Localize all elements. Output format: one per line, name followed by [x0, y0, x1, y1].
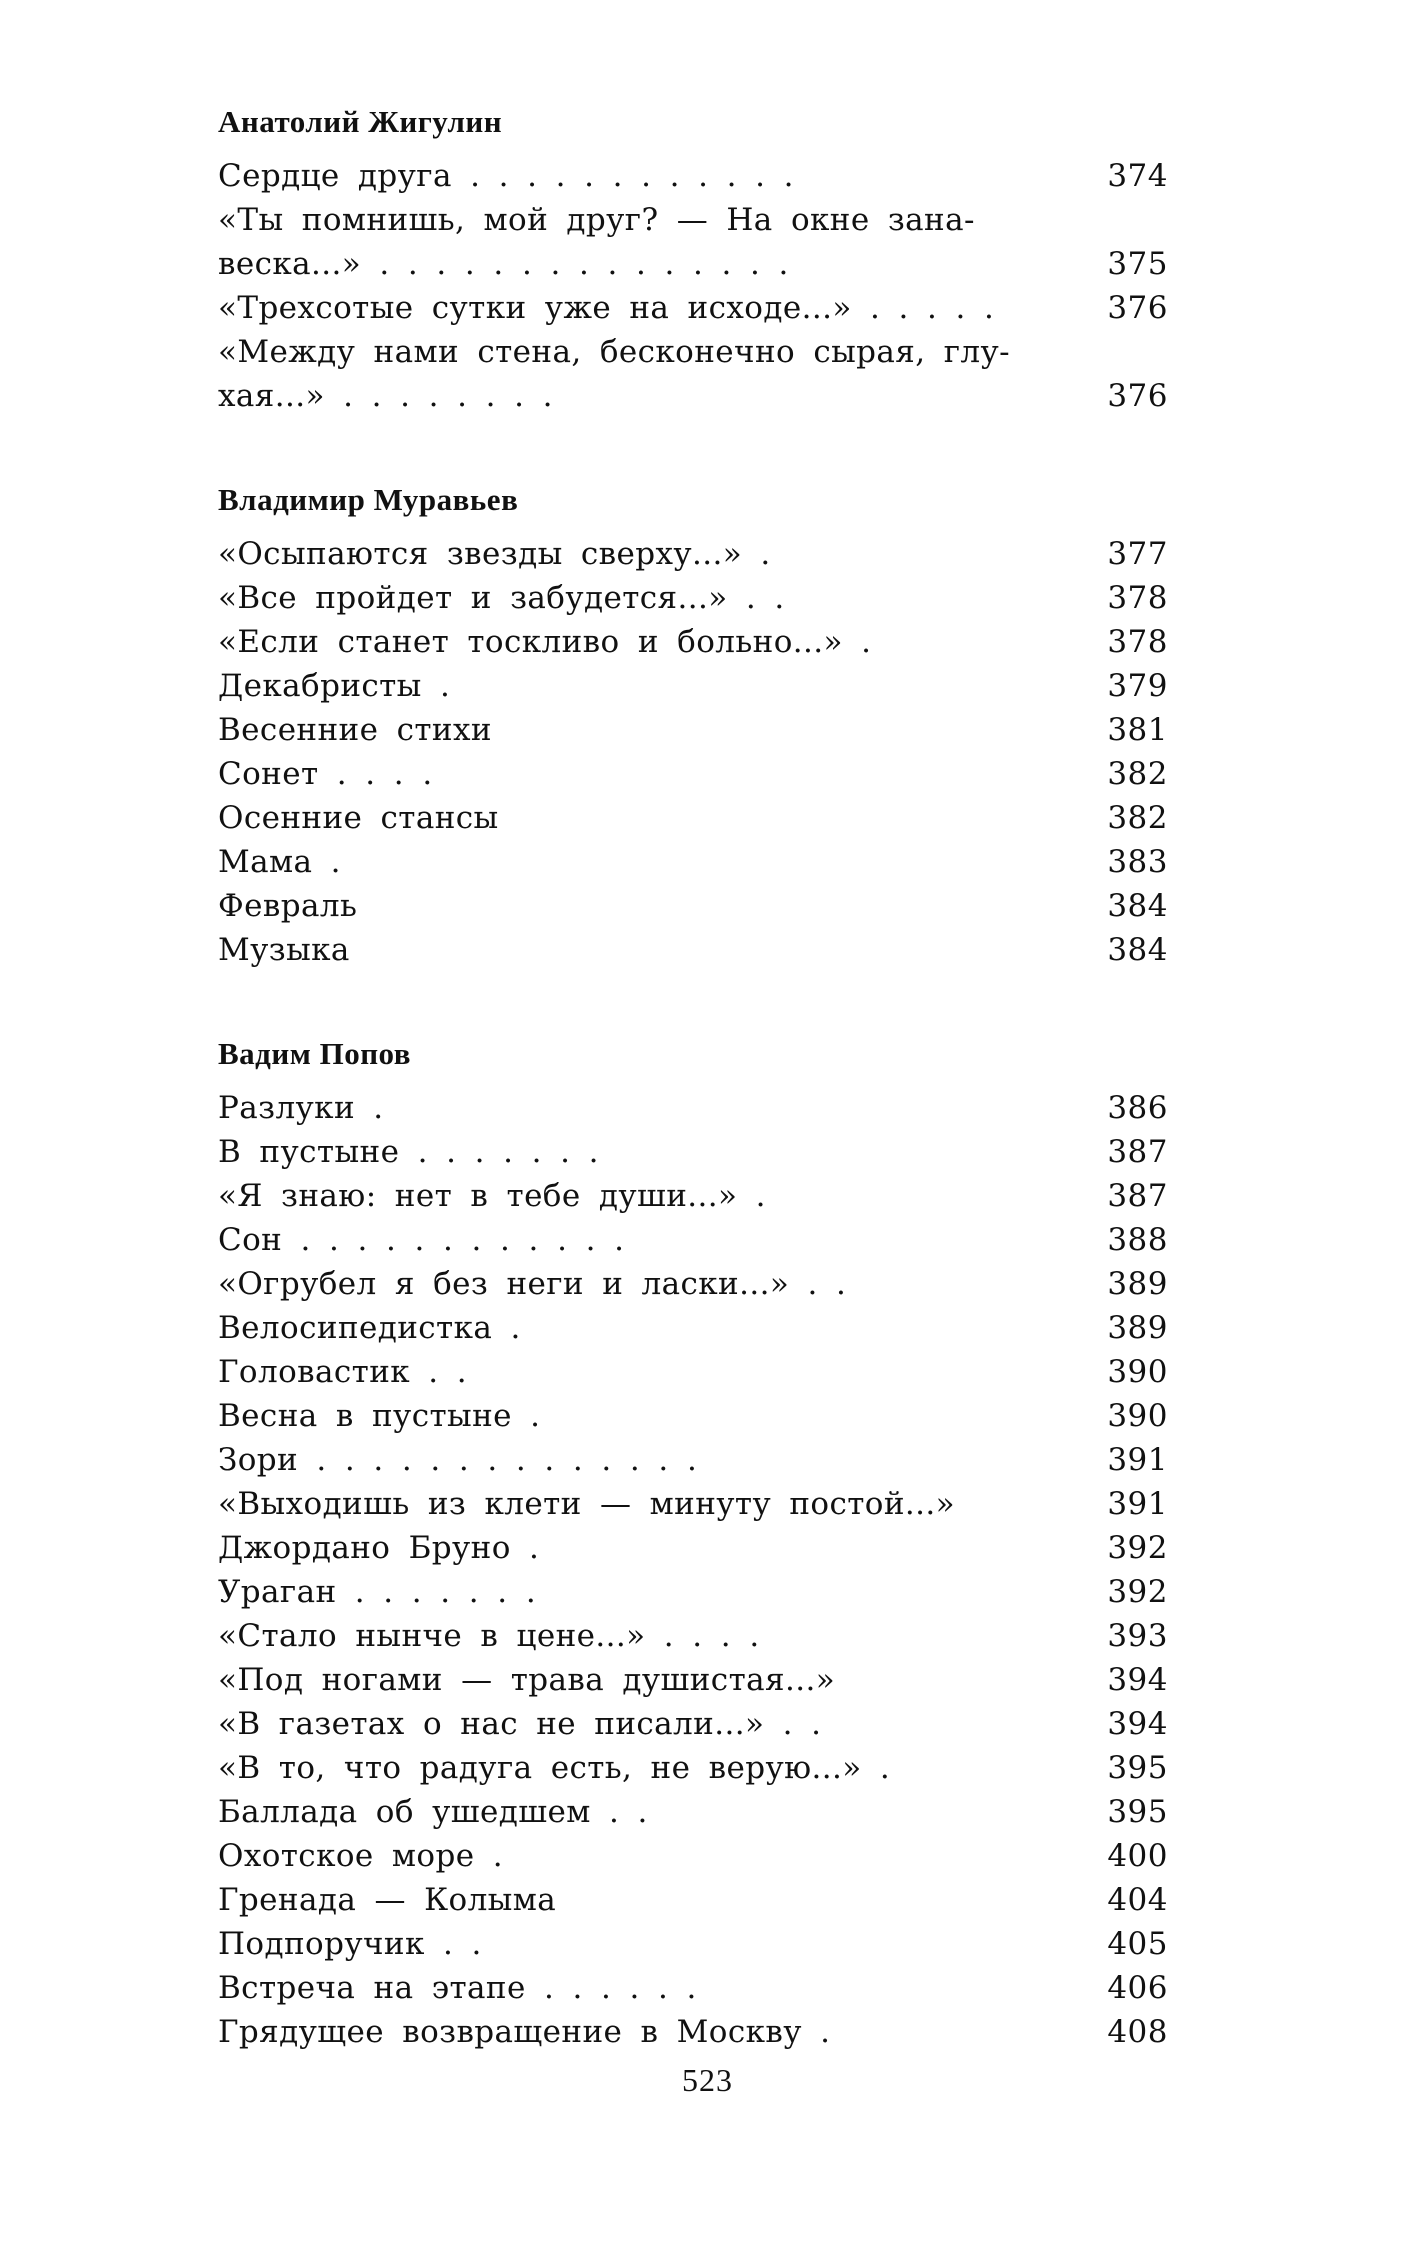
toc-entry — [218, 1350, 1168, 1394]
entry-page: 377 — [1107, 536, 1168, 572]
entry-page: 384 — [1107, 888, 1168, 924]
entry-page: 376 — [1107, 290, 1168, 326]
toc-section — [218, 1032, 1168, 2054]
entry-title: Февраль — [218, 888, 358, 924]
entry-page: 383 — [1107, 844, 1168, 880]
entry-title: «Между нами стена, бесконечно сырая, глу- хая...» . . . . . . . . — [218, 334, 1010, 414]
entry-title: В пустыне . . . . . . . — [218, 1134, 599, 1170]
entry-page: 394 — [1107, 1662, 1168, 1698]
toc-entry — [218, 330, 1168, 418]
entry-page: 405 — [1107, 1926, 1168, 1962]
toc-entry — [218, 708, 1168, 752]
entry-title: Весенние стихи — [218, 712, 492, 748]
toc-entry — [218, 532, 1168, 576]
section-author: Вадим Попов — [218, 1036, 412, 1071]
toc-entry — [218, 840, 1168, 884]
entry-title: «Под ногами — трава душистая...» — [218, 1662, 836, 1698]
entry-title: «Я знаю: нет в тебе души...» . — [218, 1178, 766, 1214]
toc-entry — [218, 154, 1168, 198]
toc-entry — [218, 884, 1168, 928]
entry-title: Сонет . . . . — [218, 756, 433, 792]
toc-entry — [218, 576, 1168, 620]
entry-title: «Трехсотые сутки уже на исходе...» . . . . . — [218, 290, 995, 326]
entry-page: 390 — [1107, 1354, 1168, 1390]
entry-title: «Осыпаются звезды сверху...» . — [218, 536, 771, 572]
entry-title: «В то, что радуга есть, не верую...» . — [218, 1750, 891, 1786]
toc-entry — [218, 2010, 1168, 2054]
entry-title: Сон . . . . . . . . . . . . — [218, 1222, 625, 1258]
entry-title: Разлуки . — [218, 1090, 384, 1126]
toc-entry — [218, 1394, 1168, 1438]
entry-page: 387 — [1107, 1178, 1168, 1214]
entry-page: 386 — [1107, 1090, 1168, 1126]
entry-page: 389 — [1107, 1266, 1168, 1302]
entry-page: 378 — [1107, 580, 1168, 616]
toc-entry — [218, 1306, 1168, 1350]
toc-entry — [218, 286, 1168, 330]
entry-page: 406 — [1107, 1970, 1168, 2006]
toc-entry — [218, 1702, 1168, 1746]
entry-page: 391 — [1107, 1486, 1168, 1522]
toc-section — [218, 478, 1168, 972]
entry-page: 404 — [1107, 1882, 1168, 1918]
entry-page: 393 — [1107, 1618, 1168, 1654]
entry-title: «Ты помнишь, мой друг? — На окне зана- веска...» . . . . . . . . . . . . . . . — [218, 202, 975, 282]
toc-entry — [218, 1746, 1168, 1790]
entry-title: Джордано Бруно . — [218, 1530, 540, 1566]
entry-title: Зори . . . . . . . . . . . . . . — [218, 1442, 698, 1478]
section-author: Владимир Муравьев — [218, 482, 519, 517]
entry-title: Музыка — [218, 932, 350, 968]
toc-entry — [218, 1658, 1168, 1702]
entry-page: 384 — [1107, 932, 1168, 968]
entry-page: 391 — [1107, 1442, 1168, 1478]
entry-page: 379 — [1107, 668, 1168, 704]
toc-entry — [218, 1438, 1168, 1482]
entry-page: 382 — [1107, 800, 1168, 836]
entry-title: Грядущее возвращение в Москву . — [218, 2014, 831, 2050]
toc-entry — [218, 620, 1168, 664]
entry-page: 395 — [1107, 1794, 1168, 1830]
page-number: 523 — [682, 2062, 733, 2098]
toc-entry — [218, 198, 1168, 286]
entry-title: «Если станет тоскливо и больно...» . — [218, 624, 872, 660]
entry-title: Головастик . . — [218, 1354, 468, 1390]
entry-page: 392 — [1107, 1574, 1168, 1610]
entry-title: «Стало нынче в цене...» . . . . — [218, 1618, 760, 1654]
entry-title: Велосипедистка . — [218, 1310, 521, 1346]
entry-page: 392 — [1107, 1530, 1168, 1566]
entry-page: 390 — [1107, 1398, 1168, 1434]
toc-entry — [218, 1878, 1168, 1922]
entry-title: «Выходишь из клети — минуту постой...» — [218, 1486, 956, 1522]
entry-title: Баллада об ушедшем . . — [218, 1794, 648, 1830]
section-author: Анатолий Жигулин — [218, 104, 503, 139]
toc-entry — [218, 664, 1168, 708]
entry-page: 394 — [1107, 1706, 1168, 1742]
entry-page: 376 — [1107, 378, 1168, 414]
entry-title: Ураган . . . . . . . — [218, 1574, 537, 1610]
toc-entry — [218, 1922, 1168, 1966]
toc-entry — [218, 1086, 1168, 1130]
entry-title: «В газетах о нас не писали...» . . — [218, 1706, 822, 1742]
toc-section — [218, 100, 1168, 418]
toc-entry — [218, 1966, 1168, 2010]
toc-entry — [218, 1526, 1168, 1570]
entry-title: Декабристы . — [218, 668, 451, 704]
toc-entry — [218, 1262, 1168, 1306]
entry-page: 400 — [1107, 1838, 1168, 1874]
toc-entry — [218, 1790, 1168, 1834]
entry-page: 388 — [1107, 1222, 1168, 1258]
entry-title: Сердце друга . . . . . . . . . . . . — [218, 158, 794, 194]
toc-entry — [218, 752, 1168, 796]
entry-title: Встреча на этапе . . . . . . — [218, 1970, 697, 2006]
entry-title: Мама . — [218, 844, 341, 880]
toc-entry — [218, 1570, 1168, 1614]
toc-entry — [218, 928, 1168, 972]
entry-title: Гренада — Колыма — [218, 1882, 557, 1918]
entry-title: «Огрубел я без неги и ласки...» . . — [218, 1266, 847, 1302]
toc-entry — [218, 1834, 1168, 1878]
entry-title: Весна в пустыне . — [218, 1398, 541, 1434]
entry-page: 375 — [1107, 246, 1168, 282]
entry-page: 389 — [1107, 1310, 1168, 1346]
toc-entry — [218, 796, 1168, 840]
toc-entry — [218, 1130, 1168, 1174]
entry-page: 378 — [1107, 624, 1168, 660]
toc-entry — [218, 1174, 1168, 1218]
entry-page: 408 — [1107, 2014, 1168, 2050]
toc-entry — [218, 1614, 1168, 1658]
entry-page: 387 — [1107, 1134, 1168, 1170]
entry-page: 382 — [1107, 756, 1168, 792]
table-of-contents — [218, 100, 1168, 2114]
entry-title: «Все пройдет и забудется...» . . — [218, 580, 785, 616]
entry-page: 381 — [1107, 712, 1168, 748]
entry-title: Осенние стансы — [218, 800, 499, 836]
entry-title: Подпоручик . . — [218, 1926, 482, 1962]
entry-page: 374 — [1107, 158, 1168, 194]
entry-title: Охотское море . — [218, 1838, 503, 1874]
toc-entry — [218, 1482, 1168, 1526]
toc-entry — [218, 1218, 1168, 1262]
entry-page: 395 — [1107, 1750, 1168, 1786]
